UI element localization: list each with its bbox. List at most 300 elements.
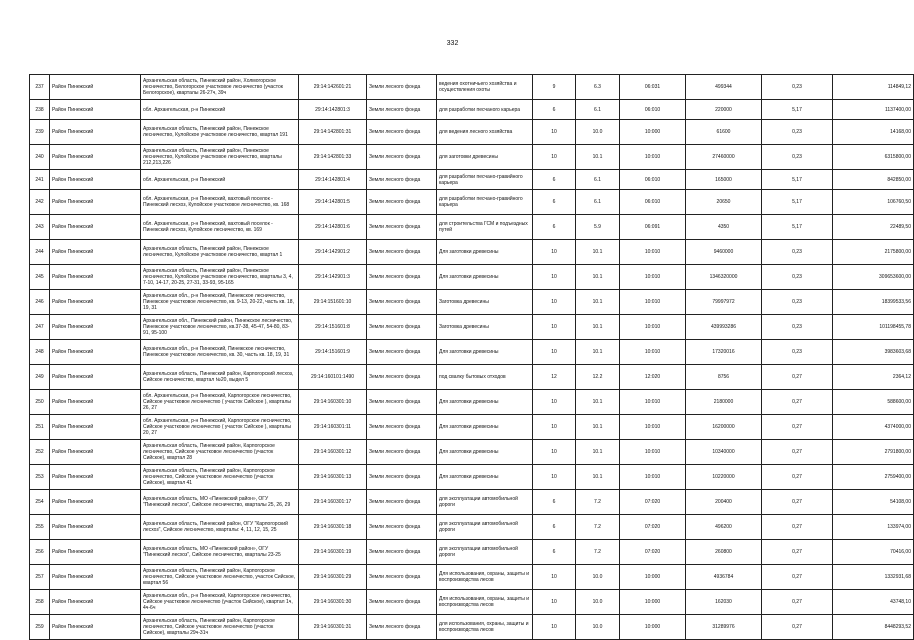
group-code-cell: [533, 170, 576, 190]
permitted-use-cell-text: Для заготовки древесины: [439, 424, 499, 430]
location-cell: [141, 190, 299, 215]
rate-cell: [762, 340, 833, 365]
cadastral-number-cell: [299, 190, 367, 215]
use-code-cell: [576, 265, 620, 290]
use-code-cell-text: 10.1: [592, 449, 603, 455]
permitted-use-cell: [437, 540, 533, 565]
use-code-cell: [576, 365, 620, 390]
permitted-use-cell-text: для эксплуатации автомобильной дороги: [439, 521, 518, 533]
classifier-code-cell-text: 07:020: [644, 549, 661, 555]
land-category-cell: [367, 240, 437, 265]
classifier-code-cell-text: 10:010: [644, 154, 661, 160]
tax-value-cell-text: 588600,00: [887, 399, 911, 405]
row-number-cell-text: 246: [35, 299, 44, 305]
location-cell-text: Архангельская область, Пинежский район, ОГУ "Карпогорский лесхоз", Сийское лесничество, кварталы: 4, 11, 12, 15, 25: [143, 521, 288, 533]
permitted-use-cell-text: Для использования, охраны, защиты и воспроизводства лесов: [439, 571, 529, 583]
land-category-cell-text: Земли лесного фонда: [369, 199, 421, 205]
land-category-cell: [367, 290, 437, 315]
location-cell-text: обл. Архангельская, р-н Пинежский, Карпогорское лесничество, Сийское участковое лесничество ( участок Сийское ), кварталы 20, 27: [143, 418, 292, 436]
classifier-code-cell: [620, 170, 686, 190]
use-code-cell-text: 10.1: [592, 154, 603, 160]
cadastral-number-cell: [299, 215, 367, 240]
rate-cell-text: 0,23: [792, 324, 802, 330]
cadastral-number-cell: [299, 615, 367, 640]
classifier-code-cell-text: 10:010: [644, 274, 661, 280]
use-code-cell-text: 10.1: [592, 474, 603, 480]
area-value-cell: [686, 170, 762, 190]
location-cell-text: обл. Архангельская, р-н Пинежский, вахтовый поселок - Пинежский лесхоз, Кулойское участковое лесничество, кв. 168: [143, 196, 290, 208]
classifier-code-cell: [620, 615, 686, 640]
location-cell: [141, 365, 299, 390]
area-value-cell: [686, 490, 762, 515]
permitted-use-cell-text: Заготовка древесины: [439, 324, 489, 330]
table-row: [30, 415, 914, 440]
group-code-cell: [533, 515, 576, 540]
row-number-cell-text: 251: [35, 424, 44, 430]
district-cell: [50, 590, 141, 615]
table-row: [30, 100, 914, 120]
tax-value-cell-text: 2791800,00: [884, 449, 911, 455]
classifier-code-cell-text: 07:020: [644, 499, 661, 505]
tax-value-cell-text: 54108,00: [890, 499, 911, 505]
permitted-use-cell: [437, 290, 533, 315]
land-category-cell: [367, 120, 437, 145]
rate-cell: [762, 190, 833, 215]
group-code-cell: [533, 540, 576, 565]
table-row: [30, 145, 914, 170]
row-number-cell-text: 250: [35, 399, 44, 405]
area-value-cell: [686, 615, 762, 640]
permitted-use-cell: [437, 100, 533, 120]
land-category-cell: [367, 190, 437, 215]
land-category-cell-text: Земли лесного фонда: [369, 349, 421, 355]
group-code-cell-text: 6: [552, 106, 556, 113]
location-cell: [141, 315, 299, 340]
group-code-cell: [533, 340, 576, 365]
rate-cell-text: 0,27: [792, 424, 802, 430]
location-cell-text: Архангельская область, Пинежский район, Карпогорское лесничество, Сийское участковое лесничество, участок Сийское, квартал 56: [143, 568, 296, 586]
district-cell-text: Район Пинежский: [52, 449, 94, 455]
classifier-code-cell-text: 07:020: [644, 524, 661, 530]
permitted-use-cell: [437, 240, 533, 265]
tax-value-cell: [833, 190, 914, 215]
area-value-cell-text: 20650: [716, 199, 731, 205]
classifier-code-cell: [620, 265, 686, 290]
area-value-cell: [686, 290, 762, 315]
row-number-cell-text: 244: [35, 249, 44, 255]
row-number-cell: [30, 365, 50, 390]
classifier-code-cell: [620, 120, 686, 145]
district-cell-text: Район Пинежский: [52, 106, 94, 113]
land-category-cell: [367, 315, 437, 340]
use-code-cell-text: 10.0: [592, 599, 603, 605]
area-value-cell: [686, 120, 762, 145]
tax-value-cell: [833, 390, 914, 415]
land-category-cell-text: Земли лесного фонда: [369, 624, 421, 630]
group-code-cell-text: 10: [551, 324, 557, 330]
cadastral-number-cell: [299, 590, 367, 615]
area-value-cell: [686, 145, 762, 170]
row-number-cell: [30, 190, 50, 215]
tax-value-cell-text: 842850,00: [887, 176, 911, 183]
cadastral-number-cell-text: 29:14:142801:31: [313, 129, 352, 135]
tax-value-cell-text: 18399533,56: [881, 299, 911, 305]
cadastral-number-cell: [299, 265, 367, 290]
rate-cell-text: 0,27: [792, 624, 802, 630]
table-row: [30, 515, 914, 540]
row-number-cell-text: 248: [35, 349, 44, 355]
classifier-code-cell-text: 10:010: [644, 399, 661, 405]
row-number-cell: [30, 615, 50, 640]
use-code-cell-text: 6.1: [594, 199, 601, 205]
location-cell-text: Архангельская обл., р-н Пинежский, Пинежское лесничество, Пинежское участковое лесничество, кв. 9-13, 20-22, часть кв. 18, 19, 31: [143, 293, 294, 311]
classifier-code-cell: [620, 340, 686, 365]
location-cell: [141, 75, 299, 100]
tax-value-cell: [833, 290, 914, 315]
location-cell-text: Архангельская область, МО «Пинежский район», ОГУ "Пинежский лесхоз", Сийское лесничество, кварталы 23-25: [143, 546, 281, 558]
area-value-cell-text: 61600: [716, 129, 731, 135]
group-code-cell-text: 6: [552, 176, 556, 183]
row-number-cell-text: 253: [35, 474, 44, 480]
land-category-cell: [367, 340, 437, 365]
classifier-code-cell-text: 10:000: [644, 624, 661, 630]
district-cell-text: Район Пинежский: [52, 499, 94, 505]
land-category-cell: [367, 170, 437, 190]
rate-cell: [762, 565, 833, 590]
area-value-cell-text: 10340000: [712, 449, 735, 455]
row-number-cell: [30, 415, 50, 440]
table-row: [30, 215, 914, 240]
row-number-cell-text: 243: [35, 224, 44, 230]
district-cell: [50, 440, 141, 465]
cadastral-number-cell: [299, 170, 367, 190]
permitted-use-cell: [437, 590, 533, 615]
tax-value-cell-text: 43748,10: [890, 599, 911, 605]
tax-value-cell: [833, 75, 914, 100]
group-code-cell: [533, 75, 576, 100]
district-cell: [50, 120, 141, 145]
cadastral-number-cell-text: 29:14:151601:9: [315, 349, 350, 355]
rate-cell: [762, 290, 833, 315]
cadastral-number-cell-text: 29:14:160301:31: [313, 624, 352, 630]
row-number-cell-text: 259: [35, 624, 44, 630]
tax-value-cell: [833, 415, 914, 440]
permitted-use-cell: [437, 465, 533, 490]
classifier-code-cell: [620, 75, 686, 100]
land-category-cell-text: Земли лесного фонда: [369, 524, 421, 530]
group-code-cell-text: 10: [551, 624, 557, 630]
cadastral-number-cell: [299, 75, 367, 100]
table-row: [30, 365, 914, 390]
permitted-use-cell-text: Для заготовки древесины: [439, 349, 499, 355]
area-value-cell: [686, 515, 762, 540]
land-category-cell-text: Земли лесного фонда: [369, 224, 421, 230]
row-number-cell-text: 239: [35, 129, 44, 135]
classifier-code-cell: [620, 365, 686, 390]
classifier-code-cell-text: 06:010: [644, 106, 661, 113]
classifier-code-cell: [620, 440, 686, 465]
area-value-cell-text: 496200: [715, 524, 732, 530]
use-code-cell: [576, 100, 620, 120]
use-code-cell-text: 10.1: [592, 424, 603, 430]
tax-value-cell-text: 70416,00: [890, 549, 911, 555]
location-cell-text: Архангельская область, Пинежский район, Пинежское лесничество, Кулойское участковое лесничество, кварталы 212,213,226: [143, 148, 282, 166]
rate-cell-text: 0,27: [792, 499, 802, 505]
rate-cell-text: 0,27: [792, 399, 802, 405]
group-code-cell-text: 10: [551, 399, 557, 405]
tax-value-cell: [833, 440, 914, 465]
district-cell: [50, 170, 141, 190]
table-row: [30, 170, 914, 190]
tax-value-cell: [833, 540, 914, 565]
district-cell-text: Район Пинежский: [52, 274, 94, 280]
rate-cell-text: 5,17: [792, 106, 802, 113]
location-cell: [141, 415, 299, 440]
rate-cell: [762, 590, 833, 615]
group-code-cell: [533, 315, 576, 340]
group-code-cell-text: 6: [552, 199, 556, 205]
land-category-cell-text: Земли лесного фонда: [369, 474, 421, 480]
group-code-cell-text: 10: [551, 129, 557, 135]
tax-value-cell: [833, 490, 914, 515]
district-cell: [50, 340, 141, 365]
cadastral-number-cell: [299, 315, 367, 340]
area-value-cell: [686, 565, 762, 590]
land-category-cell: [367, 75, 437, 100]
row-number-cell-text: 258: [35, 599, 44, 605]
classifier-code-cell-text: 10:010: [644, 324, 661, 330]
permitted-use-cell-text: для строительства ГСМ и подъездных путей: [439, 221, 528, 233]
use-code-cell-text: 7.2: [594, 549, 601, 555]
district-cell: [50, 240, 141, 265]
rate-cell: [762, 515, 833, 540]
row-number-cell: [30, 290, 50, 315]
district-cell-text: Район Пинежский: [52, 599, 94, 605]
location-cell-text: обл. Архангельская, р-н Пинежский: [143, 176, 226, 183]
land-category-cell-text: Земли лесного фонда: [369, 299, 421, 305]
tax-value-cell: [833, 340, 914, 365]
permitted-use-cell: [437, 120, 533, 145]
classifier-code-cell: [620, 590, 686, 615]
classifier-code-cell: [620, 290, 686, 315]
cadastral-number-cell: [299, 290, 367, 315]
land-category-cell-text: Земли лесного фонда: [369, 154, 421, 160]
tax-value-cell: [833, 100, 914, 120]
group-code-cell: [533, 290, 576, 315]
rate-cell: [762, 120, 833, 145]
cadastral-number-cell: [299, 515, 367, 540]
group-code-cell-text: 10: [551, 274, 557, 280]
land-category-cell-text: Земли лесного фонда: [369, 399, 421, 405]
cadastral-number-cell-text: 29:14:151601:8: [315, 324, 350, 330]
rate-cell: [762, 315, 833, 340]
rate-cell-text: 0,23: [792, 249, 802, 255]
tax-value-cell-text: 309653600,00: [879, 274, 911, 280]
land-category-cell: [367, 590, 437, 615]
rate-cell: [762, 240, 833, 265]
rate-cell: [762, 265, 833, 290]
location-cell: [141, 515, 299, 540]
location-cell-text: Архангельская обл., р-н Пинежский, Пинежское лесничество, Пинежское участковое лесничество, кв. 30, часть кв. 18, 19, 31: [143, 346, 290, 358]
table-row: [30, 290, 914, 315]
area-value-cell-text: 17320016: [712, 349, 735, 355]
use-code-cell: [576, 340, 620, 365]
land-category-cell: [367, 415, 437, 440]
tax-value-cell-text: 133974,00: [887, 524, 911, 530]
location-cell: [141, 390, 299, 415]
rate-cell-text: 5,17: [792, 176, 802, 183]
group-code-cell-text: 10: [551, 349, 557, 355]
use-code-cell: [576, 590, 620, 615]
row-number-cell: [30, 120, 50, 145]
row-number-cell: [30, 515, 50, 540]
classifier-code-cell-text: 10:010: [644, 449, 661, 455]
group-code-cell: [533, 440, 576, 465]
area-value-cell: [686, 75, 762, 100]
group-code-cell-text: 10: [551, 424, 557, 430]
row-number-cell-text: 242: [35, 199, 44, 205]
cadastral-number-cell: [299, 340, 367, 365]
group-code-cell-text: 10: [551, 574, 557, 580]
rate-cell-text: 0,23: [792, 299, 802, 305]
land-category-cell: [367, 145, 437, 170]
location-cell: [141, 615, 299, 640]
district-cell-text: Район Пинежский: [52, 549, 94, 555]
cadastral-number-cell: [299, 365, 367, 390]
classifier-code-cell: [620, 215, 686, 240]
tax-value-cell-text: 3983603,68: [884, 349, 911, 355]
cadastral-number-cell: [299, 240, 367, 265]
tax-value-cell-text: 2175800,00: [884, 249, 911, 255]
district-cell: [50, 515, 141, 540]
district-cell-text: Район Пинежский: [52, 624, 94, 630]
tax-value-cell-text: 22489,50: [890, 224, 911, 230]
location-cell-text: Архангельская область, Пинежский район, Карпогорское лесничество, Сийское участковое лесничество (участок Сийское), квартал 28: [143, 443, 275, 461]
group-code-cell: [533, 565, 576, 590]
cadastral-number-cell-text: 29:14:160301:19: [313, 549, 352, 555]
tax-value-cell: [833, 215, 914, 240]
rate-cell-text: 0,27: [792, 449, 802, 455]
tax-value-cell-text: 1137400,00: [884, 106, 911, 113]
group-code-cell-text: 10: [551, 599, 557, 605]
tax-value-cell-text: 6315800,00: [884, 154, 911, 160]
location-cell-text: Архангельская обл., р-н Пинежский, Карпогорское лесничество, Сийское участковое лесничество (участок Сийское), квартал 1ч, 4ч-6ч: [143, 593, 293, 611]
land-category-cell-text: Земли лесного фонда: [369, 84, 421, 90]
location-cell: [141, 465, 299, 490]
use-code-cell-text: 10.1: [592, 349, 603, 355]
land-category-cell: [367, 615, 437, 640]
group-code-cell: [533, 490, 576, 515]
cadastral-number-cell-text: 29:14:160301:29: [313, 574, 352, 580]
group-code-cell-text: 9: [552, 84, 556, 90]
use-code-cell: [576, 170, 620, 190]
table-row: [30, 590, 914, 615]
permitted-use-cell: [437, 145, 533, 170]
tax-value-cell: [833, 465, 914, 490]
cadastral-number-cell: [299, 100, 367, 120]
cadastral-number-cell-text: 29:14:151601:10: [313, 299, 352, 305]
use-code-cell: [576, 390, 620, 415]
use-code-cell-text: 7.2: [594, 499, 601, 505]
rate-cell-text: 0,27: [792, 599, 802, 605]
area-value-cell: [686, 315, 762, 340]
group-code-cell-text: 12: [551, 374, 557, 380]
land-category-cell-text: Земли лесного фонда: [369, 599, 421, 605]
cadastral-number-cell-text: 29:14:160301:30: [313, 599, 352, 605]
location-cell-text: Архангельская область, Пинежский район, Холмогорское лесничество, Белогорское участковое лесничество (участок Белогорское), кварталы 26-27ч, 39ч: [143, 78, 283, 96]
location-cell: [141, 490, 299, 515]
permitted-use-cell: [437, 415, 533, 440]
district-cell-text: Район Пинежский: [52, 176, 94, 183]
permitted-use-cell-text: для разработки песчано-гравийного карьера: [439, 196, 523, 208]
land-category-cell: [367, 490, 437, 515]
cadastral-number-cell: [299, 565, 367, 590]
district-cell-text: Район Пинежский: [52, 154, 94, 160]
use-code-cell: [576, 515, 620, 540]
permitted-use-cell-text: для разработки песчаного карьера: [439, 106, 521, 113]
district-cell: [50, 390, 141, 415]
use-code-cell-text: 10.0: [592, 624, 603, 630]
rate-cell: [762, 540, 833, 565]
district-cell-text: Район Пинежский: [52, 199, 94, 205]
use-code-cell-text: 10.1: [592, 249, 603, 255]
use-code-cell-text: 6.3: [594, 84, 601, 90]
location-cell-text: обл. Архангельская, р-н Пинежский, вахтовый поселок - Пинежский лесхоз, Кулойское лесничество, кв. 169: [143, 221, 273, 233]
land-category-cell: [367, 265, 437, 290]
cadastral-number-cell-text: 29:14:160301:10: [313, 399, 352, 405]
cadastral-number-cell-text: 29:14:160301:17: [313, 499, 352, 505]
area-value-cell-text: 4936784: [713, 574, 734, 580]
row-number-cell: [30, 590, 50, 615]
area-value-cell-text: 260800: [715, 549, 732, 555]
cadastral-number-cell-text: 29:14:142901:2: [315, 249, 350, 255]
cadastral-number-cell-text: 29:14:160301:12: [313, 449, 352, 455]
district-cell: [50, 290, 141, 315]
row-number-cell: [30, 390, 50, 415]
district-cell-text: Район Пинежский: [52, 129, 94, 135]
rate-cell: [762, 145, 833, 170]
group-code-cell-text: 10: [551, 249, 557, 255]
row-number-cell-text: 238: [35, 106, 44, 113]
rate-cell: [762, 100, 833, 120]
location-cell: [141, 265, 299, 290]
district-cell: [50, 540, 141, 565]
tax-value-cell-text: 101198455,78: [879, 324, 911, 330]
rate-cell-text: 0,23: [792, 129, 802, 135]
classifier-code-cell-text: 10:000: [644, 574, 661, 580]
area-value-cell-text: 10220000: [712, 474, 735, 480]
land-category-cell: [367, 390, 437, 415]
rate-cell: [762, 440, 833, 465]
classifier-code-cell-text: 10:010: [644, 249, 661, 255]
location-cell-text: обл. Архангельская, р-н Пинежский: [143, 106, 226, 113]
area-value-cell: [686, 340, 762, 365]
permitted-use-cell: [437, 265, 533, 290]
group-code-cell-text: 6: [552, 524, 556, 530]
row-number-cell: [30, 440, 50, 465]
area-value-cell-text: 16200000: [712, 424, 735, 430]
row-number-cell: [30, 240, 50, 265]
row-number-cell: [30, 465, 50, 490]
permitted-use-cell: [437, 365, 533, 390]
classifier-code-cell-text: 10:010: [644, 424, 661, 430]
row-number-cell: [30, 490, 50, 515]
land-category-cell: [367, 100, 437, 120]
use-code-cell: [576, 315, 620, 340]
row-number-cell-text: 247: [35, 324, 44, 330]
permitted-use-cell-text: для использования, охраны, защиты и воспроизводства лесов: [439, 621, 529, 633]
area-value-cell-text: 9460000: [713, 249, 734, 255]
